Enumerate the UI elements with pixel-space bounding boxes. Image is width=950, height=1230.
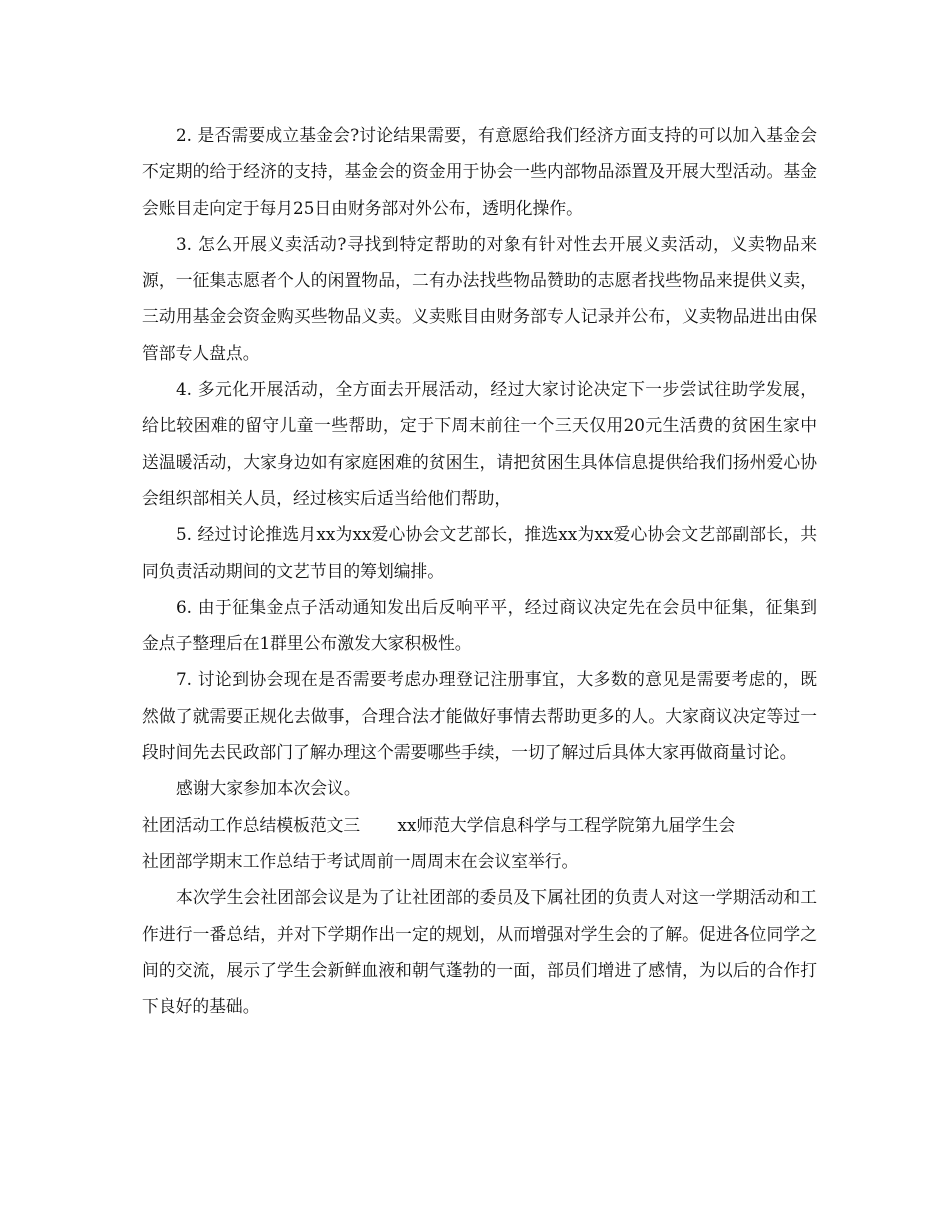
paragraph-item-7: 7. 讨论到协会现在是否需要考虑办理登记注册事宜，大多数的意见是需要考虑的，既然做了就需要正规化去做事，合理合法才能做好事情去帮助更多的人。大家商议决定等过一段时间先去民政部门了解办理这个需要哪些手续，一切了解过后具体大家再做商量讨论。 xyxy=(142,669,817,763)
thanks-paragraph: 感谢大家参加本次会议。 xyxy=(176,778,361,799)
paragraph-item-4: 4. 多元化开展活动，全方面去开展活动，经过大家讨论决定下一步尝试往助学发展，给比较困难的留守儿童一些帮助，定于下周末前往一个三天仅用20元生活费的贫困生家中送温暖活动，大家身边如有家庭困难的贫困生，请把贫困生具体信息提供给我们扬州爱心协会组织部相关人员，经过核实后适当给他们帮助， xyxy=(142,379,817,508)
paragraph-item-6: 6. 由于征集金点子活动通知发出后反响平平，经过商议决定先在会员中征集，征集到金点子整理后在1群里公布激发大家积极性。 xyxy=(142,596,817,654)
document-body xyxy=(142,117,817,1024)
section-heading-line-1: 社团活动工作总结模板范文三 xx师范大学信息科学与工程学院第九届学生会 xyxy=(142,814,736,835)
paragraph-item-3: 3. 怎么开展义卖活动?寻找到特定帮助的对象有针对性去开展义卖活动，义卖物品来源，一征集志愿者个人的闲置物品，二有办法找些物品赞助的志愿者找些物品来提供义卖，三动用基金会资金购买些物品义卖。义卖账目由财务部专人记录并公布，义卖物品进出由保管部专人盘点。 xyxy=(142,233,817,363)
paragraph-item-2: 2. 是否需要成立基金会?讨论结果需要，有意愿给我们经济方面支持的可以加入基金会不定期的给于经济的支持，基金会的资金用于协会一些内部物品添置及开展大型活动。基金会账目走向定于每月25日由财务部对外公布，透明化操作。 xyxy=(142,125,817,218)
closing-paragraph: 本次学生会社团部会议是为了让社团部的委员及下属社团的负责人对这一学期活动和工作进行一番总结，并对下学期作出一定的规划，从而增强对学生会的了解。促进各位同学之间的交流，展示了学生会新鲜血液和朝气蓬勃的一面，部员们增进了感情，为以后的合作打下良好的基础。 xyxy=(142,887,817,1017)
section-heading xyxy=(142,807,817,880)
paragraph-item-5: 5. 经过讨论推选月xx为xx爱心协会文艺部长，推选xx为xx爱心协会文艺部副部长，共同负责活动期间的文艺节目的筹划编排。 xyxy=(142,524,817,581)
section-heading-line-2: 社团部学期末工作总结于考试周前一周周末在会议室举行。 xyxy=(142,850,579,871)
